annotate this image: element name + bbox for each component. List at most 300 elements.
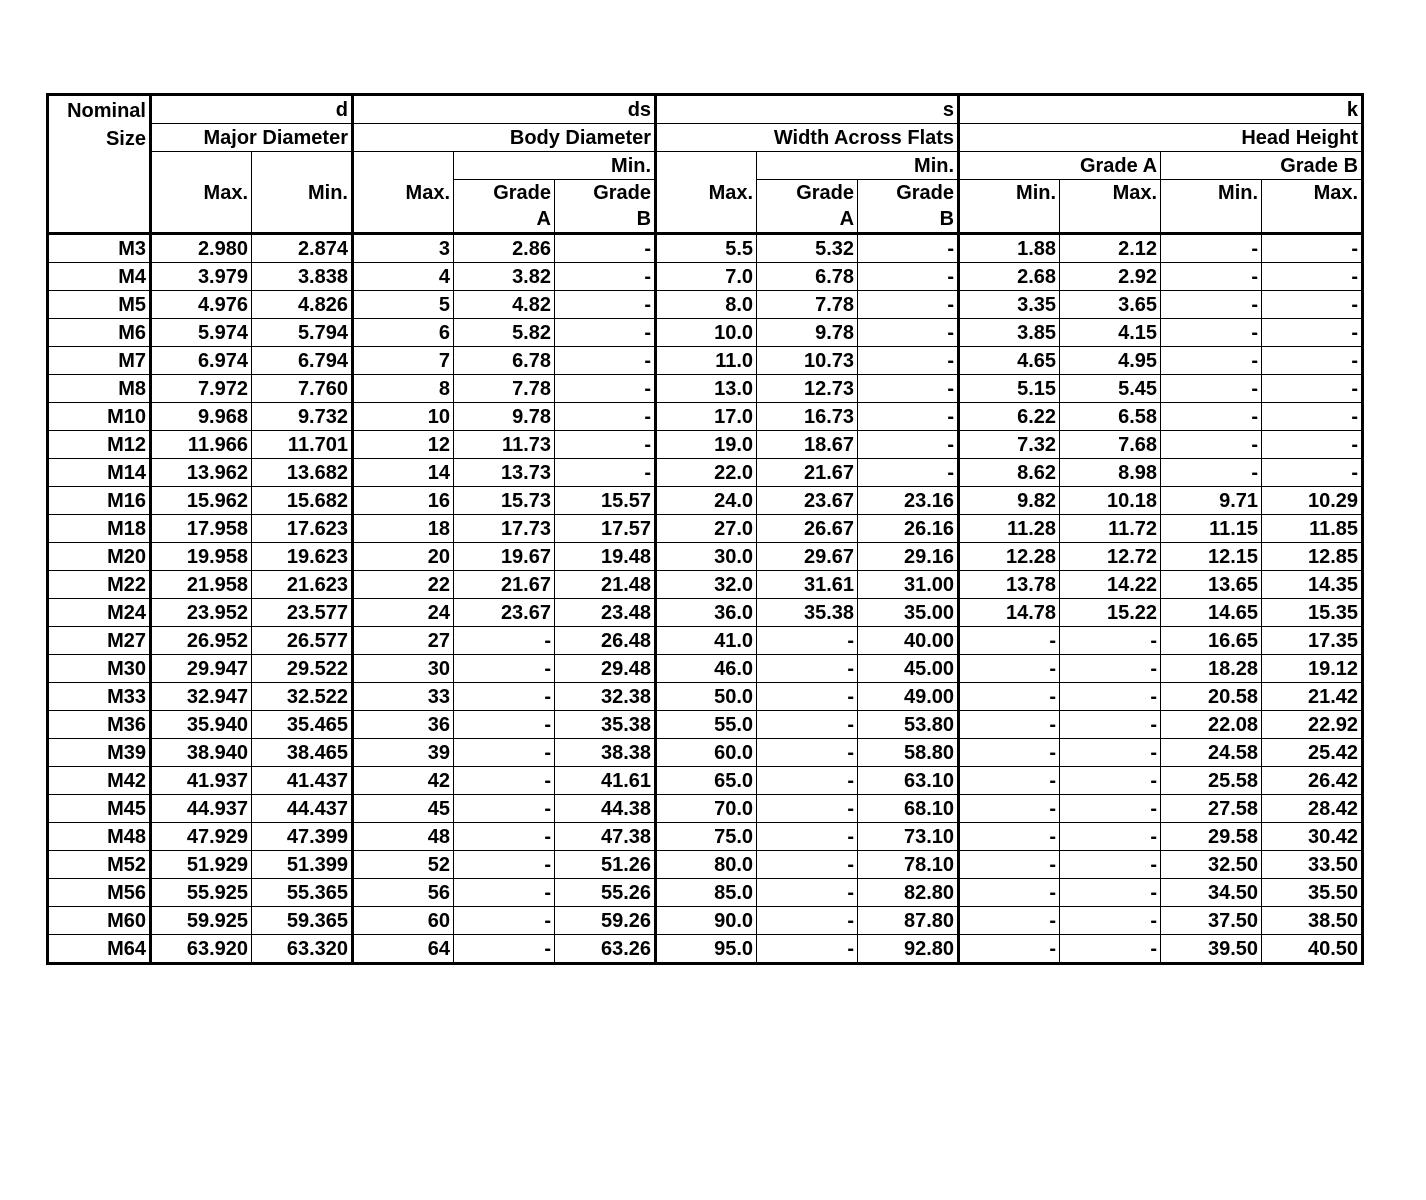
nominal-size-cell: M8 (48, 375, 151, 403)
value-cell: 45 (353, 795, 454, 823)
value-cell: - (858, 431, 959, 459)
value-cell: 30.42 (1262, 823, 1363, 851)
value-cell: 78.10 (858, 851, 959, 879)
value-cell: 34.50 (1161, 879, 1262, 907)
table-row (48, 487, 1363, 515)
value-cell: - (959, 935, 1060, 964)
value-cell: 14.78 (959, 599, 1060, 627)
value-cell: 58.80 (858, 739, 959, 767)
value-cell: 14 (353, 459, 454, 487)
value-cell: - (858, 459, 959, 487)
value-cell: - (959, 739, 1060, 767)
value-cell: 36.0 (656, 599, 757, 627)
value-cell: 5 (353, 291, 454, 319)
value-cell: - (555, 403, 656, 431)
value-cell: - (1262, 263, 1363, 291)
value-cell: 2.874 (252, 234, 353, 263)
value-cell: 35.38 (555, 711, 656, 739)
value-cell: 35.38 (757, 599, 858, 627)
header-d-symbol: d (151, 95, 353, 124)
value-cell: 6.78 (454, 347, 555, 375)
value-cell: 4.95 (1060, 347, 1161, 375)
value-cell: 12.85 (1262, 543, 1363, 571)
value-cell: 13.0 (656, 375, 757, 403)
value-cell: 16 (353, 487, 454, 515)
value-cell: 26.67 (757, 515, 858, 543)
table-row (48, 851, 1363, 879)
nominal-size-cell: M20 (48, 543, 151, 571)
value-cell: 23.16 (858, 487, 959, 515)
value-cell: 51.399 (252, 851, 353, 879)
value-cell: 13.682 (252, 459, 353, 487)
value-cell: 16.65 (1161, 627, 1262, 655)
value-cell: 31.61 (757, 571, 858, 599)
value-cell: 15.22 (1060, 599, 1161, 627)
value-cell: 10.29 (1262, 487, 1363, 515)
nominal-size-cell: M22 (48, 571, 151, 599)
header-ds-grade-b: Grade B (555, 180, 656, 234)
value-cell: 10.18 (1060, 487, 1161, 515)
value-cell: 41.937 (151, 767, 252, 795)
value-cell: - (454, 683, 555, 711)
value-cell: - (1262, 291, 1363, 319)
value-cell: 63.10 (858, 767, 959, 795)
value-cell: - (757, 655, 858, 683)
value-cell: 12.73 (757, 375, 858, 403)
header-s-min: Min. (757, 152, 959, 180)
value-cell: 32.522 (252, 683, 353, 711)
value-cell: 26.48 (555, 627, 656, 655)
value-cell: 27.0 (656, 515, 757, 543)
value-cell: 35.00 (858, 599, 959, 627)
value-cell: - (858, 263, 959, 291)
value-cell: - (757, 767, 858, 795)
value-cell: 7.68 (1060, 431, 1161, 459)
value-cell: - (757, 851, 858, 879)
value-cell: - (454, 627, 555, 655)
header-size: Size (48, 124, 151, 152)
value-cell: 28.42 (1262, 795, 1363, 823)
value-cell: - (1262, 347, 1363, 375)
value-cell: 15.682 (252, 487, 353, 515)
value-cell: 45.00 (858, 655, 959, 683)
value-cell: - (959, 767, 1060, 795)
value-cell: - (1060, 739, 1161, 767)
value-cell: 35.50 (1262, 879, 1363, 907)
value-cell: 21.48 (555, 571, 656, 599)
value-cell: 41.61 (555, 767, 656, 795)
header-s-max: Max. (656, 152, 757, 234)
value-cell: 4.65 (959, 347, 1060, 375)
value-cell: 5.5 (656, 234, 757, 263)
value-cell: 44.437 (252, 795, 353, 823)
value-cell: 2.68 (959, 263, 1060, 291)
value-cell: 19.0 (656, 431, 757, 459)
value-cell: - (858, 347, 959, 375)
value-cell: 3 (353, 234, 454, 263)
value-cell: 48 (353, 823, 454, 851)
value-cell: 3.979 (151, 263, 252, 291)
value-cell: - (858, 375, 959, 403)
value-cell: 80.0 (656, 851, 757, 879)
value-cell: 5.45 (1060, 375, 1161, 403)
value-cell: 8.98 (1060, 459, 1161, 487)
value-cell: - (1161, 319, 1262, 347)
header-head-height: Head Height (959, 124, 1363, 152)
value-cell: 6.794 (252, 347, 353, 375)
value-cell: 60 (353, 907, 454, 935)
value-cell: 17.0 (656, 403, 757, 431)
value-cell: 18.67 (757, 431, 858, 459)
value-cell: - (858, 319, 959, 347)
value-cell: 7.972 (151, 375, 252, 403)
value-cell: - (757, 627, 858, 655)
table-row (48, 627, 1363, 655)
value-cell: 29.947 (151, 655, 252, 683)
value-cell: 55.26 (555, 879, 656, 907)
value-cell: - (1262, 459, 1363, 487)
value-cell: 29.58 (1161, 823, 1262, 851)
header-d-max: Max. (151, 152, 252, 234)
value-cell: - (757, 711, 858, 739)
value-cell: 17.958 (151, 515, 252, 543)
value-cell: 10.0 (656, 319, 757, 347)
value-cell: 55.365 (252, 879, 353, 907)
value-cell: 13.78 (959, 571, 1060, 599)
table-row (48, 767, 1363, 795)
table-row (48, 291, 1363, 319)
table-row (48, 431, 1363, 459)
value-cell: 30.0 (656, 543, 757, 571)
value-cell: 70.0 (656, 795, 757, 823)
value-cell: 10.73 (757, 347, 858, 375)
value-cell: 3.35 (959, 291, 1060, 319)
value-cell: - (757, 739, 858, 767)
value-cell: 15.57 (555, 487, 656, 515)
value-cell: - (1161, 291, 1262, 319)
table-row (48, 879, 1363, 907)
value-cell: 25.58 (1161, 767, 1262, 795)
value-cell: - (454, 795, 555, 823)
table-body (48, 234, 1363, 964)
value-cell: 17.35 (1262, 627, 1363, 655)
value-cell: 32.38 (555, 683, 656, 711)
value-cell: 35.940 (151, 711, 252, 739)
value-cell: 14.65 (1161, 599, 1262, 627)
value-cell: 25.42 (1262, 739, 1363, 767)
value-cell: 14.22 (1060, 571, 1161, 599)
value-cell: - (959, 627, 1060, 655)
nominal-size-cell: M24 (48, 599, 151, 627)
value-cell: - (454, 711, 555, 739)
value-cell: 27.58 (1161, 795, 1262, 823)
value-cell: - (1262, 431, 1363, 459)
value-cell: - (757, 795, 858, 823)
nominal-size-cell: M56 (48, 879, 151, 907)
value-cell: 41.0 (656, 627, 757, 655)
value-cell: - (757, 683, 858, 711)
header-k-a-min: Min. (959, 180, 1060, 234)
value-cell: - (1060, 879, 1161, 907)
value-cell: 38.940 (151, 739, 252, 767)
value-cell: - (1161, 375, 1262, 403)
value-cell: 5.32 (757, 234, 858, 263)
value-cell: 65.0 (656, 767, 757, 795)
value-cell: - (454, 767, 555, 795)
value-cell: 8.62 (959, 459, 1060, 487)
value-cell: 44.937 (151, 795, 252, 823)
value-cell: - (1060, 655, 1161, 683)
value-cell: 47.399 (252, 823, 353, 851)
value-cell: 3.85 (959, 319, 1060, 347)
value-cell: 95.0 (656, 935, 757, 964)
value-cell: 37.50 (1161, 907, 1262, 935)
nominal-size-cell: M18 (48, 515, 151, 543)
value-cell: 38.38 (555, 739, 656, 767)
value-cell: 33.50 (1262, 851, 1363, 879)
nominal-size-cell: M52 (48, 851, 151, 879)
value-cell: - (959, 851, 1060, 879)
value-cell: 2.86 (454, 234, 555, 263)
value-cell: 32.50 (1161, 851, 1262, 879)
value-cell: - (959, 683, 1060, 711)
nominal-size-cell: M7 (48, 347, 151, 375)
value-cell: - (959, 795, 1060, 823)
header-ds-grade-a: Grade A (454, 180, 555, 234)
value-cell: 26.577 (252, 627, 353, 655)
value-cell: 64 (353, 935, 454, 964)
value-cell: 6.78 (757, 263, 858, 291)
value-cell: - (1161, 403, 1262, 431)
value-cell: 23.67 (454, 599, 555, 627)
value-cell: 4.826 (252, 291, 353, 319)
value-cell: 30 (353, 655, 454, 683)
value-cell: 6.22 (959, 403, 1060, 431)
value-cell: 7.78 (454, 375, 555, 403)
table-row (48, 795, 1363, 823)
nominal-size-cell: M42 (48, 767, 151, 795)
value-cell: - (1060, 627, 1161, 655)
value-cell: 2.92 (1060, 263, 1161, 291)
value-cell: 92.80 (858, 935, 959, 964)
value-cell: 23.67 (757, 487, 858, 515)
table-row (48, 543, 1363, 571)
table-row (48, 459, 1363, 487)
header-nominal: Nominal (48, 95, 151, 124)
header-d-min: Min. (252, 152, 353, 234)
value-cell: 38.465 (252, 739, 353, 767)
value-cell: 6.974 (151, 347, 252, 375)
value-cell: 16.73 (757, 403, 858, 431)
value-cell: 15.35 (1262, 599, 1363, 627)
value-cell: 63.320 (252, 935, 353, 964)
table-row (48, 319, 1363, 347)
header-s-grade-b: Grade B (858, 180, 959, 234)
value-cell: 13.73 (454, 459, 555, 487)
value-cell: 14.35 (1262, 571, 1363, 599)
table-row (48, 571, 1363, 599)
value-cell: 22.08 (1161, 711, 1262, 739)
value-cell: 2.12 (1060, 234, 1161, 263)
value-cell: 27 (353, 627, 454, 655)
value-cell: 29.16 (858, 543, 959, 571)
value-cell: - (1161, 459, 1262, 487)
value-cell: 49.00 (858, 683, 959, 711)
header-k-a-max: Max. (1060, 180, 1161, 234)
value-cell: 2.980 (151, 234, 252, 263)
value-cell: 21.958 (151, 571, 252, 599)
value-cell: 8.0 (656, 291, 757, 319)
value-cell: 17.623 (252, 515, 353, 543)
value-cell: 47.929 (151, 823, 252, 851)
header-body-diameter: Body Diameter (353, 124, 656, 152)
value-cell: 22.92 (1262, 711, 1363, 739)
value-cell: 7.760 (252, 375, 353, 403)
value-cell: - (1060, 823, 1161, 851)
value-cell: - (1161, 234, 1262, 263)
value-cell: 26.952 (151, 627, 252, 655)
value-cell: 5.794 (252, 319, 353, 347)
value-cell: 23.48 (555, 599, 656, 627)
value-cell: 17.73 (454, 515, 555, 543)
header-k-b-max: Max. (1262, 180, 1363, 234)
value-cell: 9.78 (757, 319, 858, 347)
value-cell: 5.15 (959, 375, 1060, 403)
value-cell: 24 (353, 599, 454, 627)
value-cell: - (1262, 319, 1363, 347)
value-cell: 36 (353, 711, 454, 739)
value-cell: 46.0 (656, 655, 757, 683)
value-cell: - (1262, 234, 1363, 263)
value-cell: 87.80 (858, 907, 959, 935)
value-cell: 8 (353, 375, 454, 403)
value-cell: 18.28 (1161, 655, 1262, 683)
value-cell: 82.80 (858, 879, 959, 907)
value-cell: - (757, 907, 858, 935)
value-cell: - (555, 347, 656, 375)
table-row (48, 347, 1363, 375)
value-cell: 13.65 (1161, 571, 1262, 599)
value-cell: 21.67 (757, 459, 858, 487)
value-cell: 59.365 (252, 907, 353, 935)
value-cell: - (959, 879, 1060, 907)
value-cell: 59.925 (151, 907, 252, 935)
value-cell: 39 (353, 739, 454, 767)
nominal-size-cell: M48 (48, 823, 151, 851)
nominal-size-cell: M60 (48, 907, 151, 935)
value-cell: 35.465 (252, 711, 353, 739)
value-cell: 11.72 (1060, 515, 1161, 543)
value-cell: 31.00 (858, 571, 959, 599)
value-cell: - (454, 823, 555, 851)
value-cell: 42 (353, 767, 454, 795)
nominal-size-cell: M30 (48, 655, 151, 683)
table-row (48, 375, 1363, 403)
value-cell: 12.15 (1161, 543, 1262, 571)
nominal-size-cell: M64 (48, 935, 151, 964)
header-s-grade-a: Grade A (757, 180, 858, 234)
value-cell: 32.947 (151, 683, 252, 711)
value-cell: - (1060, 907, 1161, 935)
value-cell: - (454, 907, 555, 935)
value-cell: 29.67 (757, 543, 858, 571)
value-cell: - (1161, 347, 1262, 375)
value-cell: 50.0 (656, 683, 757, 711)
value-cell: - (1262, 403, 1363, 431)
value-cell: 7.78 (757, 291, 858, 319)
value-cell: 22.0 (656, 459, 757, 487)
header-k-grade-b: Grade B (1161, 152, 1363, 180)
value-cell: 11.701 (252, 431, 353, 459)
value-cell: 55.925 (151, 879, 252, 907)
value-cell: 52 (353, 851, 454, 879)
value-cell: 18 (353, 515, 454, 543)
table-row (48, 711, 1363, 739)
value-cell: 7 (353, 347, 454, 375)
value-cell: - (1262, 375, 1363, 403)
value-cell: 90.0 (656, 907, 757, 935)
value-cell: 9.968 (151, 403, 252, 431)
value-cell: - (1060, 711, 1161, 739)
value-cell: 1.88 (959, 234, 1060, 263)
value-cell: 3.838 (252, 263, 353, 291)
value-cell: 63.920 (151, 935, 252, 964)
value-cell: 20 (353, 543, 454, 571)
header-ds-max: Max. (353, 152, 454, 234)
value-cell: - (757, 823, 858, 851)
nominal-size-cell: M45 (48, 795, 151, 823)
value-cell: 33 (353, 683, 454, 711)
value-cell: 4 (353, 263, 454, 291)
value-cell: 3.65 (1060, 291, 1161, 319)
value-cell: 12.28 (959, 543, 1060, 571)
value-cell: - (1060, 795, 1161, 823)
value-cell: 56 (353, 879, 454, 907)
value-cell: - (858, 403, 959, 431)
value-cell: 7.32 (959, 431, 1060, 459)
value-cell: 6.58 (1060, 403, 1161, 431)
value-cell: 21.623 (252, 571, 353, 599)
value-cell: 5.82 (454, 319, 555, 347)
header-s-symbol: s (656, 95, 959, 124)
value-cell: 51.929 (151, 851, 252, 879)
value-cell: 11.0 (656, 347, 757, 375)
value-cell: 26.42 (1262, 767, 1363, 795)
value-cell: - (959, 711, 1060, 739)
nominal-size-cell: M3 (48, 234, 151, 263)
value-cell: - (1161, 431, 1262, 459)
header-ds-min: Min. (454, 152, 656, 180)
value-cell: - (858, 234, 959, 263)
nominal-size-cell: M27 (48, 627, 151, 655)
value-cell: 7.0 (656, 263, 757, 291)
value-cell: 40.50 (1262, 935, 1363, 964)
nominal-size-cell: M39 (48, 739, 151, 767)
value-cell: - (454, 879, 555, 907)
value-cell: - (1161, 263, 1262, 291)
header-k-symbol: k (959, 95, 1363, 124)
value-cell: - (757, 935, 858, 964)
value-cell: - (555, 263, 656, 291)
table-row (48, 599, 1363, 627)
value-cell: 60.0 (656, 739, 757, 767)
bolt-dimensions-table (46, 93, 1364, 965)
header-k-grade-a: Grade A (959, 152, 1161, 180)
value-cell: - (555, 431, 656, 459)
value-cell: - (1060, 767, 1161, 795)
value-cell: - (1060, 683, 1161, 711)
value-cell: - (858, 291, 959, 319)
